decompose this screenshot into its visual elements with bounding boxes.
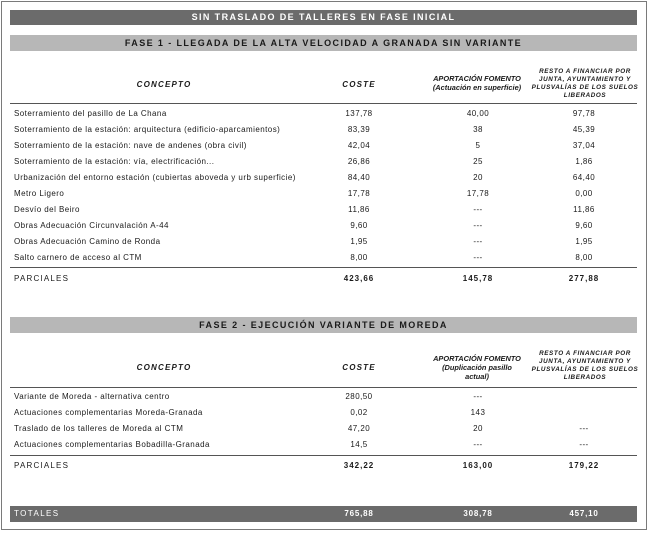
fase1-header-coste: COSTE [342,80,376,89]
table-row [14,421,634,437]
parciales-aportacion: 163,00 [462,461,494,470]
concepto-cell: Actuaciones complementarias Moreda-Granada [14,408,203,417]
totals-bar [10,506,637,522]
coste-cell: 280,50 [345,392,373,401]
concepto-cell: Actuaciones complementarias Bobadilla-Granada [14,440,210,449]
table-row [14,437,634,453]
fase1-parciales-divider [10,267,637,268]
resto-cell: 64,40 [572,173,596,182]
fase1-header-divider [10,103,637,104]
fase2-header-aportacion-line1: APORTACIÓN FOMENTO [433,354,521,363]
parciales-label: PARCIALES [14,274,70,283]
concepto-cell: Salto carnero de acceso al CTM [14,253,142,262]
fase2-header-resto-line3: PLUSVALÍAS DE LOS SUELOS [531,366,639,373]
resto-cell: 37,04 [572,141,596,150]
resto-cell: --- [579,440,589,449]
fase2-header-divider [10,387,637,388]
fase1-header-aportacion-line1: APORTACIÓN FOMENTO [433,74,521,83]
resto-cell: 0,00 [575,189,593,198]
resto-cell: --- [579,424,589,433]
concepto-cell: Soterramiento de la estación: arquitectura (edificio-aparcamientos) [14,125,281,134]
parciales-resto: 277,88 [568,274,600,283]
fase1-header-aportacion-line2: (Actuación en superficie) [432,83,522,92]
resto-cell: 9,60 [575,221,593,230]
parciales-label: PARCIALES [14,461,70,470]
coste-cell: 14,5 [350,440,368,449]
main-title: SIN TRASLADO DE TALLERES EN FASE INICIAL [10,10,637,25]
concepto-cell: Soterramiento de la estación: vía, electrificación... [14,157,215,166]
fase1-header-concepto: CONCEPTO [136,80,192,89]
aportacion-cell: --- [473,237,483,246]
parciales-coste: 423,66 [343,274,375,283]
aportacion-cell: 20 [473,173,483,182]
coste-cell: 137,78 [345,109,373,118]
table-row [14,186,634,202]
coste-cell: 1,95 [350,237,368,246]
concepto-cell: Variante de Moreda - alternativa centro [14,392,170,401]
aportacion-cell: 20 [473,424,483,433]
resto-cell: 1,95 [575,237,593,246]
table-row [14,154,634,170]
concepto-cell: Soterramiento de la estación: nave de andenes (obra civil) [14,141,247,150]
resto-cell: 97,78 [572,109,596,118]
concepto-cell: Desvío del Beiro [14,205,80,214]
fase2-header-coste: COSTE [342,363,376,372]
coste-cell: 47,20 [347,424,371,433]
fase1-header-resto [531,68,639,100]
fase1-header-resto-line2: JUNTA, AYUNTAMIENTO Y [539,76,631,83]
fase1-header-resto-line1: RESTO A FINANCIAR POR [539,68,631,75]
aportacion-cell: 40,00 [466,109,490,118]
coste-cell: 8,00 [350,253,368,262]
resto-cell: 1,86 [575,157,593,166]
table-row [14,122,634,138]
concepto-cell: Obras Adecuación Circunvalación A-44 [14,221,169,230]
aportacion-cell: --- [473,253,483,262]
resto-cell: 11,86 [573,205,595,214]
table-row [14,202,634,218]
totales-resto: 457,10 [569,509,599,518]
aportacion-cell: --- [473,221,483,230]
aportacion-cell: --- [473,205,483,214]
coste-cell: 17,78 [347,189,371,198]
aportacion-cell: 25 [473,157,483,166]
fase1-title: FASE 1 - LLEGADA DE LA ALTA VELOCIDAD A GRANADA SIN VARIANTE [10,35,637,51]
fase2-parciales-divider [10,455,637,456]
table-row [14,218,634,234]
fase2-title: FASE 2 - EJECUCIÓN VARIANTE DE MOREDA [10,317,637,333]
coste-cell: 42,04 [347,141,371,150]
aportacion-cell: 17,78 [466,189,490,198]
fase2-header-aportacion [418,354,536,381]
totales-coste: 765,88 [344,509,374,518]
fase2-header-resto [531,350,639,382]
coste-cell: 0,02 [350,408,368,417]
totales-label: TOTALES [14,509,60,518]
parciales-aportacion: 145,78 [462,274,494,283]
aportacion-cell: --- [473,392,483,401]
table-row [14,250,634,266]
fase2-header-concepto: CONCEPTO [136,363,192,372]
coste-cell: 83,39 [347,125,371,134]
table-row [14,405,634,421]
coste-cell: 11,86 [348,205,370,214]
fase2-header-resto-line2: JUNTA, AYUNTAMIENTO Y [539,358,631,365]
concepto-cell: Metro Ligero [14,189,65,198]
table-row [14,170,634,186]
concepto-cell: Urbanización del entorno estación (cubiertas aboveda y urb superficie) [14,173,296,182]
fase2-parciales-row [14,458,634,474]
fase2-header-aportacion-line3: actual) [465,372,489,381]
coste-cell: 9,60 [350,221,368,230]
aportacion-cell: --- [473,440,483,449]
table-row [14,106,634,122]
aportacion-cell: 143 [470,408,486,417]
resto-cell: 45,39 [572,125,596,134]
concepto-cell: Soterramiento del pasillo de La Chana [14,109,167,118]
concepto-cell: Traslado de los talleres de Moreda al CTM [14,424,184,433]
fase2-header-aportacion-line2: (Duplicación pasillo [442,363,512,372]
fase2-header-resto-line4: LIBERADOS [563,374,607,381]
parciales-resto: 179,22 [568,461,600,470]
fase1-header-aportacion [418,74,536,92]
fase1-header-resto-line3: PLUSVALÍAS DE LOS SUELOS [531,84,639,91]
concepto-cell: Obras Adecuación Camino de Ronda [14,237,161,246]
fase1-parciales-row [14,271,634,287]
fase1-header-resto-line4: LIBERADOS [563,92,607,99]
coste-cell: 26,86 [347,157,371,166]
table-row [14,389,634,405]
totales-aportacion: 308,78 [463,509,493,518]
resto-cell: 8,00 [575,253,593,262]
aportacion-cell: 5 [475,141,481,150]
totals-row [14,506,634,522]
fase2-header-resto-line1: RESTO A FINANCIAR POR [539,350,631,357]
table-row [14,138,634,154]
aportacion-cell: 38 [473,125,483,134]
table-row [14,234,634,250]
parciales-coste: 342,22 [343,461,375,470]
coste-cell: 84,40 [347,173,371,182]
